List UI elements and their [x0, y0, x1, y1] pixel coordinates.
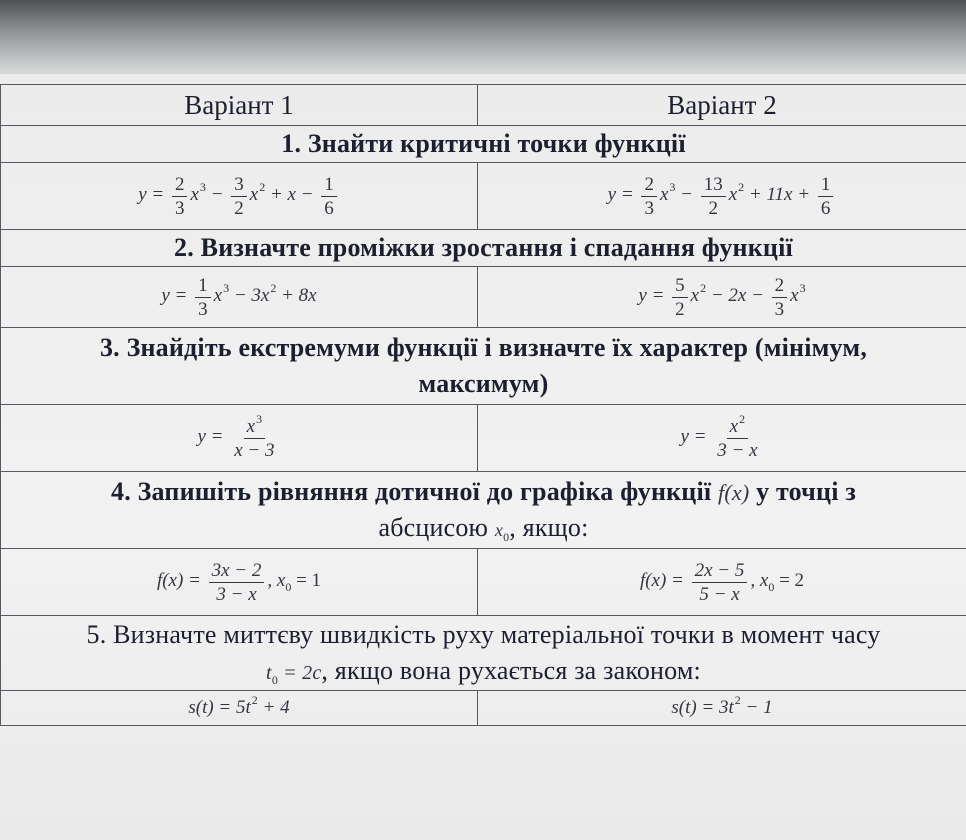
fraction-denominator: 2	[675, 298, 685, 320]
formula	[138, 173, 340, 219]
exponent: 3	[223, 281, 230, 296]
variant-2-header	[478, 85, 966, 126]
task-5-variant-1	[1, 691, 478, 726]
fraction-denominator: 2	[234, 197, 244, 219]
fraction-numerator: 3	[231, 175, 247, 197]
tasks-table	[0, 84, 966, 726]
task-4-title-line-2	[1, 510, 966, 546]
condition: , x	[267, 570, 286, 592]
task-4-text: абсцисою	[378, 513, 489, 542]
formula	[161, 274, 317, 320]
formula-lhs: y =	[161, 285, 188, 307]
task-4-title-line-1	[1, 474, 966, 510]
condition: , x	[750, 570, 769, 592]
fraction-numerator: 5	[672, 276, 688, 298]
formula-lhs: y =	[197, 426, 224, 448]
formula-lhs: y =	[607, 184, 634, 206]
task-3-title	[1, 328, 966, 405]
variant-1-label: Варіант 1	[184, 89, 294, 120]
task-1-formulas-row	[1, 163, 966, 230]
operator: −	[210, 184, 224, 206]
fraction-denominator: 3	[774, 298, 785, 320]
variant-header-row	[1, 85, 966, 126]
fraction-numerator: 13	[701, 175, 726, 197]
formula-lhs: y =	[680, 426, 707, 448]
fraction	[692, 561, 748, 604]
task-5-text: , якщо вона рухається за законом:	[321, 656, 701, 685]
exponent: 2	[251, 693, 258, 707]
task-3-formulas-row	[1, 405, 966, 472]
fraction	[672, 276, 688, 319]
task-3-variant-2	[478, 405, 966, 472]
task-4-text: у точці з	[756, 477, 856, 506]
task-1-variant-2	[478, 163, 966, 230]
formula-terms: − 1	[745, 697, 773, 718]
task-4-variant-1	[1, 549, 478, 616]
operator: −	[680, 184, 693, 206]
fraction	[818, 175, 834, 218]
exponent: 3	[256, 411, 263, 426]
variant-2-label: Варіант 2	[667, 89, 777, 120]
fraction-denominator: 6	[820, 197, 831, 219]
task-2-title-row	[1, 230, 966, 267]
task-1-variant-1	[1, 163, 478, 230]
formula-terms: + 4	[262, 697, 290, 718]
time-symbol	[266, 662, 322, 687]
fraction-numerator: 1	[195, 276, 211, 298]
formula-terms: + 8x	[281, 285, 317, 307]
fraction	[772, 276, 788, 319]
fraction	[195, 276, 211, 319]
variable: x	[246, 415, 256, 437]
exponent: 2	[270, 281, 277, 296]
fraction	[172, 175, 188, 218]
formula	[156, 559, 322, 605]
variable: x	[790, 285, 799, 307]
task-1-title: 1. Знайти критичні точки функції	[1, 126, 966, 163]
fraction-denominator: 3 − x	[216, 583, 257, 605]
task-5-title	[1, 616, 966, 691]
task-5-formulas-row	[1, 691, 966, 726]
fraction-denominator: 6	[324, 197, 334, 219]
subscript: 0	[768, 580, 775, 595]
fraction	[209, 561, 265, 604]
variable: x	[728, 184, 738, 206]
task-5-variant-2	[478, 691, 966, 726]
abscissa-symbol	[494, 520, 510, 544]
formula	[607, 173, 837, 219]
fraction-denominator: 2	[708, 197, 718, 219]
fraction-numerator: 2x − 5	[692, 561, 748, 583]
fraction-denominator: x − 3	[234, 439, 275, 461]
task-3-variant-1	[1, 405, 478, 472]
formula-terms: + x −	[269, 184, 314, 206]
formula-lhs: f(x) =	[156, 570, 201, 592]
formula-lhs: y =	[638, 285, 665, 307]
task-4-title-row	[1, 472, 966, 549]
subscript: 0	[285, 580, 292, 595]
formula-terms: − 3x	[233, 285, 270, 307]
exponent: 3	[799, 281, 806, 296]
time-value: = 2c	[283, 662, 322, 684]
fraction	[701, 175, 726, 218]
fraction-numerator: 3x − 2	[209, 561, 265, 583]
task-2-title: 2. Визначте проміжки зростання і спадання функції	[1, 230, 966, 267]
subscript: 0	[271, 673, 279, 687]
fraction	[641, 175, 657, 218]
fraction-numerator: 1	[321, 175, 337, 197]
fraction-numerator	[244, 411, 265, 439]
fraction-denominator: 3	[174, 197, 185, 219]
formula-lhs: s(t) = 3t	[671, 697, 734, 718]
condition-value: = 2	[779, 570, 805, 592]
variant-1-header	[1, 85, 478, 126]
exponent: 2	[738, 180, 745, 195]
variable: x	[213, 285, 223, 307]
function-symbol: f(x)	[718, 480, 750, 505]
variable: t	[266, 662, 272, 684]
task-1-title-row	[1, 126, 966, 163]
formula	[639, 559, 805, 605]
task-5-title-line-2	[1, 653, 966, 689]
formula-lhs: f(x) =	[639, 570, 684, 592]
task-4-text: , якщо:	[509, 513, 589, 542]
exponent: 3	[199, 180, 206, 195]
subscript: 0	[503, 530, 510, 544]
fraction-denominator: 3	[198, 298, 208, 320]
fraction	[321, 175, 337, 218]
task-5-title-row	[1, 616, 966, 691]
exponent: 2	[739, 411, 746, 426]
task-2-formulas-row	[1, 267, 966, 328]
formula	[188, 693, 290, 718]
task-4-formulas-row	[1, 549, 966, 616]
formula	[197, 411, 280, 461]
fraction-numerator: 2	[641, 175, 657, 197]
fraction-numerator	[727, 411, 748, 439]
variable: x	[190, 184, 199, 206]
task-4-text: 4. Запишіть рівняння дотичної до графіка функції	[111, 477, 712, 506]
fraction-denominator: 5 − x	[699, 583, 740, 605]
fraction-numerator: 2	[772, 276, 788, 298]
task-3-title-line-2: максимум)	[418, 369, 549, 398]
task-5-title-line-1: 5. Визначте миттєву швидкість руху матеріальної точки в момент часу	[86, 620, 881, 649]
task-3-title-line-1: 3. Знайдіть екстремуми функції і визначте їх характер (мінімум,	[99, 333, 868, 362]
formula-lhs: y =	[138, 184, 165, 206]
task-2-variant-1	[1, 267, 478, 328]
variable: x	[690, 285, 700, 307]
fraction-denominator: 3	[644, 197, 654, 219]
formula	[680, 411, 763, 461]
exponent: 2	[259, 180, 266, 195]
formula-terms: + 11x +	[748, 184, 811, 206]
fraction-numerator: 1	[818, 175, 834, 197]
variable: x	[729, 415, 739, 437]
variable: x	[249, 184, 259, 206]
formula-lhs: s(t) = 5t	[188, 697, 251, 718]
fraction	[231, 175, 247, 218]
fraction-denominator: 3 − x	[717, 439, 758, 461]
task-4-variant-2	[478, 549, 966, 616]
fraction	[714, 411, 760, 461]
exponent: 2	[700, 281, 707, 296]
task-2-variant-2	[478, 267, 966, 328]
variable: x	[659, 184, 669, 206]
formula	[638, 274, 806, 320]
formula-terms: − 2x −	[710, 285, 764, 307]
condition-value: = 1	[296, 570, 322, 592]
formula	[671, 693, 773, 718]
variable: x	[494, 520, 504, 540]
exponent: 2	[734, 693, 741, 707]
exponent: 3	[669, 180, 676, 195]
fraction	[231, 411, 277, 461]
fraction-numerator: 2	[172, 175, 188, 197]
task-3-title-row	[1, 328, 966, 405]
task-4-title	[1, 472, 966, 549]
